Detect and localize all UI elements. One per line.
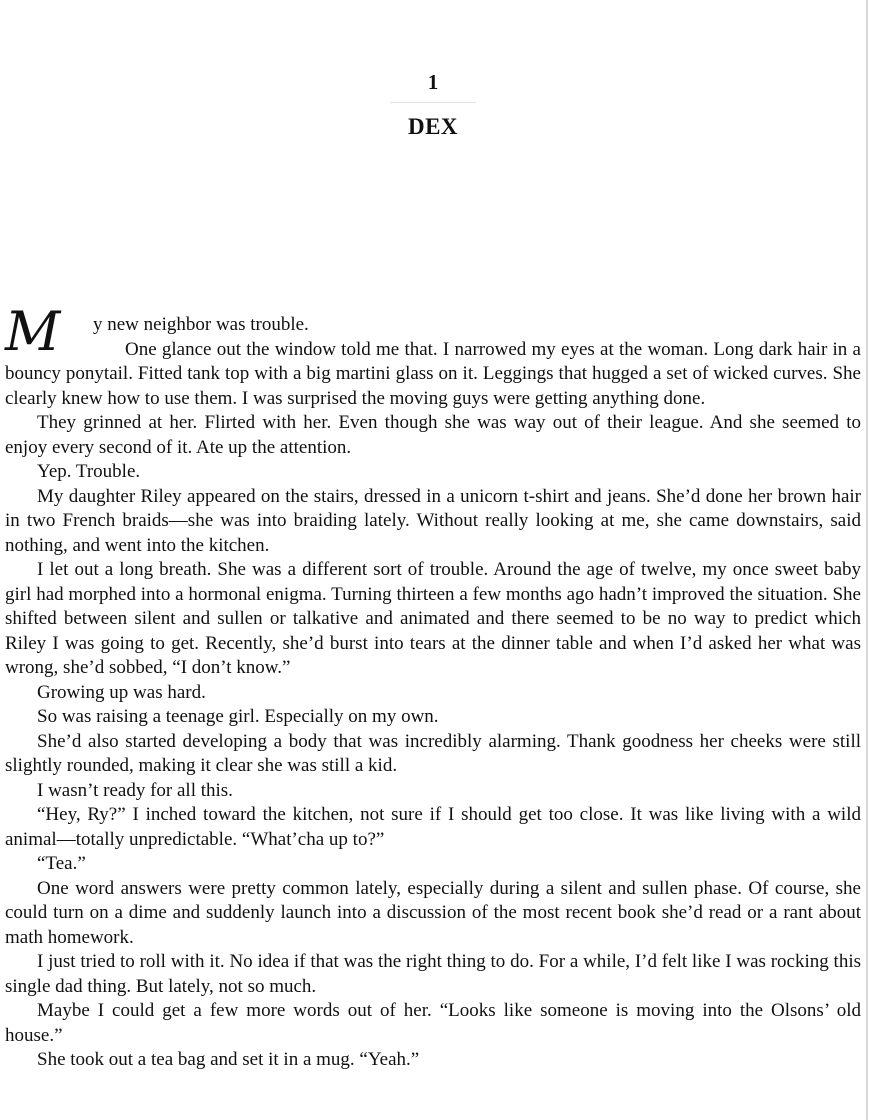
paragraph: She took out a tea bag and set it in a mug. “Yeah.”	[37, 1049, 420, 1070]
page-edge-divider	[866, 0, 868, 1120]
opening-paragraph: One glance out the window told me that. I narrowed my eyes at the woman. Long dark hair in a bouncy ponytail. Fitted tank top with a big martini glass on it. Leggings that hugged a set of wicked curves. She clearly knew how to use them. I was surprised the moving guys were getting anything done.	[5, 338, 861, 409]
paragraph: Maybe I could get a few more words out of her. “Looks like someone is moving into the Olsons’ old house.”	[5, 1000, 861, 1046]
chapter-heading	[0, 68, 866, 143]
paragraph: One word answers were pretty common lately, especially during a silent and sullen phase. Of course, she could turn on a dime and suddenly launch into a discussion of the most recent book she’d read or a rant about math homework.	[5, 877, 861, 948]
paragraph: They grinned at her. Flirted with her. Even though she was way out of their league. And she seemed to enjoy every second of it. Ate up the attention.	[5, 412, 861, 458]
paragraph: “Hey, Ry?” I inched toward the kitchen, not sure if I should get too close. It was like living with a wild animal—totally unpredictable. “What’cha up to?”	[5, 804, 861, 850]
paragraph: Growing up was hard.	[37, 681, 206, 703]
opening-first-line: y new neighbor was trouble.	[93, 314, 309, 335]
paragraph: My daughter Riley appeared on the stairs, dressed in a unicorn t-shirt and jeans. She’d done her brown hair in two French braids—she was into braiding lately. Without really looking at me, she came downstairs, said nothing, and went into the kitchen.	[5, 485, 861, 556]
paragraph: I just tried to roll with it. No idea if that was the right thing to do. For a while, I’d felt like I was rocking this single dad thing. But lately, not so much.	[5, 951, 861, 997]
chapter-title: DEX	[407, 114, 459, 139]
paragraph: “Tea.”	[37, 853, 86, 874]
paragraph: She’d also started developing a body that was incredibly alarming. Thank goodness her cheeks were still slightly rounded, making it clear she was still a kid.	[5, 730, 861, 776]
paragraph: I let out a long breath. She was a different sort of trouble. Around the age of twelve, my once sweet baby girl had morphed into a hormonal enigma. Turning thirteen a few months ago hadn’t improved the situation. She shifted between silent and sullen or talkative and animated and there seemed to be no way to predict which Riley I was going to get. Recently, she’d burst into tears at the dinner table and when I’d asked her what was wrong, she’d sobbed, “I don’t know.”	[5, 559, 861, 678]
chapter-body	[5, 300, 861, 1073]
paragraph: Yep. Trouble.	[37, 461, 141, 482]
drop-cap: M	[5, 300, 59, 363]
chapter-number: 1	[427, 70, 439, 94]
paragraph: So was raising a teenage girl. Especially on my own.	[37, 706, 439, 727]
paragraph: I wasn’t ready for all this.	[37, 779, 233, 801]
chapter-rule	[390, 102, 476, 103]
